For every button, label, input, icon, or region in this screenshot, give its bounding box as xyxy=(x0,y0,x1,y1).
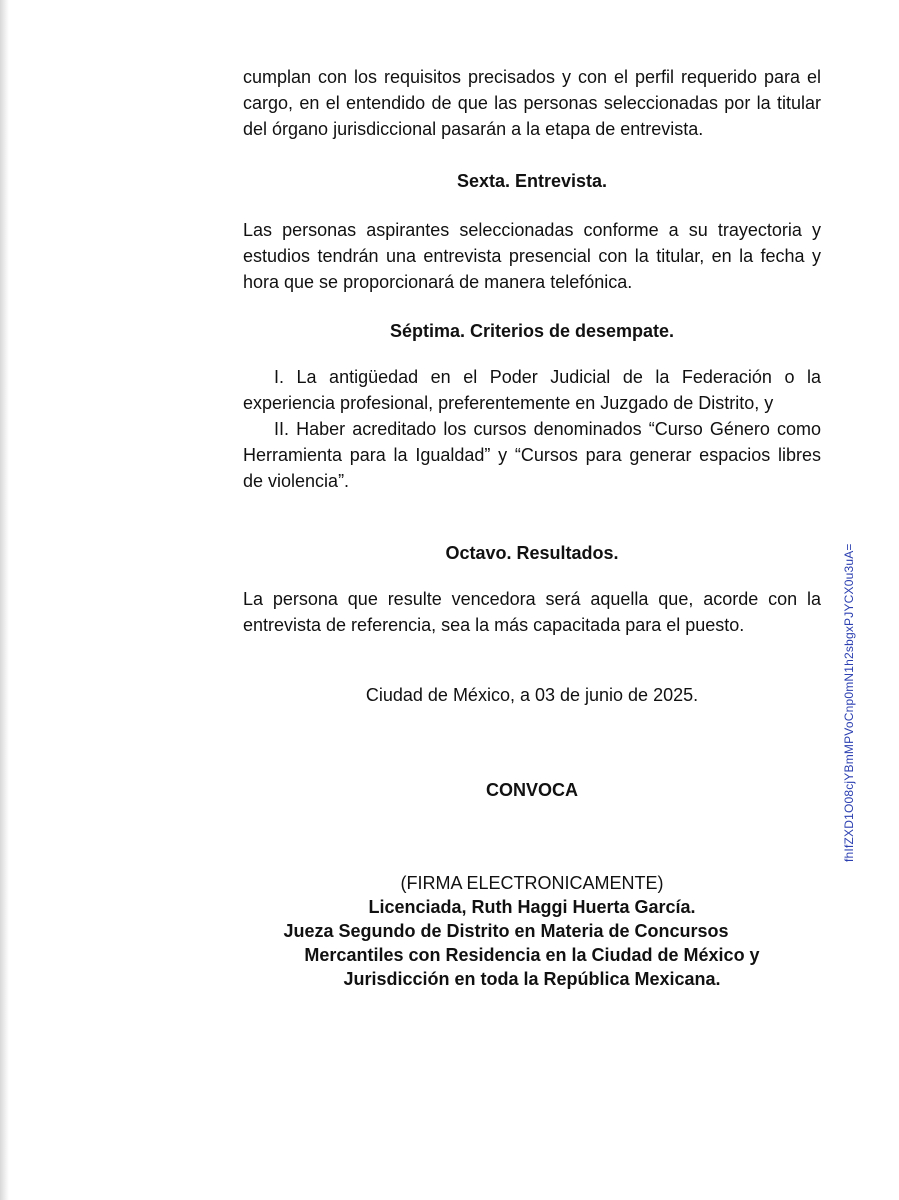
section-sexta-body: Las personas aspirantes seleccionadas conforme a su trayectoria y estudios tendrán una entrevista presencial con la titular, en la fecha y hora que se proporcionará de manera telefónica. xyxy=(243,220,821,292)
verification-code: fhIfZXD1O08cjYBmMPVoCnp0mN1h2sbgxPJYCX0u3uA= xyxy=(842,543,856,862)
signer-title-line-3: Jurisdicción en toda la República Mexicana. xyxy=(343,969,721,989)
section-septima-heading: Séptima. Criterios de desempate. xyxy=(389,321,675,341)
section-octavo-heading: Octavo. Resultados. xyxy=(445,543,619,563)
signature-note: (FIRMA ELECTRONICAMENTE) xyxy=(400,873,664,893)
section-sexta-heading: Sexta. Entrevista. xyxy=(456,171,608,191)
place-date: Ciudad de México, a 03 de junio de 2025. xyxy=(365,685,699,705)
intro-paragraph: cumplan con los requisitos precisados y con el perfil requerido para el cargo, en el entendido de que las personas seleccionadas por la titular del órgano jurisdiccional pasarán a la etapa de entrevista. xyxy=(243,67,821,139)
signer-title-line-1: Jueza Segundo de Distrito en Materia de Concursos xyxy=(283,921,729,941)
document-page xyxy=(243,64,821,991)
section-octavo-body: La persona que resulte vencedora será aquella que, acorde con la entrevista de referencia, sea la más capacitada para el puesto. xyxy=(243,589,821,635)
convoca-heading: CONVOCA xyxy=(485,780,578,800)
signer-name: Licenciada, Ruth Haggi Huerta García. xyxy=(368,897,696,917)
signer-title-line-2: Mercantiles con Residencia en la Ciudad de México y xyxy=(304,945,760,965)
criteria-item-2: II. Haber acreditado los cursos denominados “Curso Género como Herramienta para la Igualdad” y “Cursos para generar espacios libres de violencia”. xyxy=(243,419,821,491)
criteria-item-1: I. La antigüedad en el Poder Judicial de la Federación o la experiencia profesional, preferentemente en Juzgado de Distrito, y xyxy=(243,367,821,413)
page-left-edge-shadow xyxy=(0,0,9,1200)
